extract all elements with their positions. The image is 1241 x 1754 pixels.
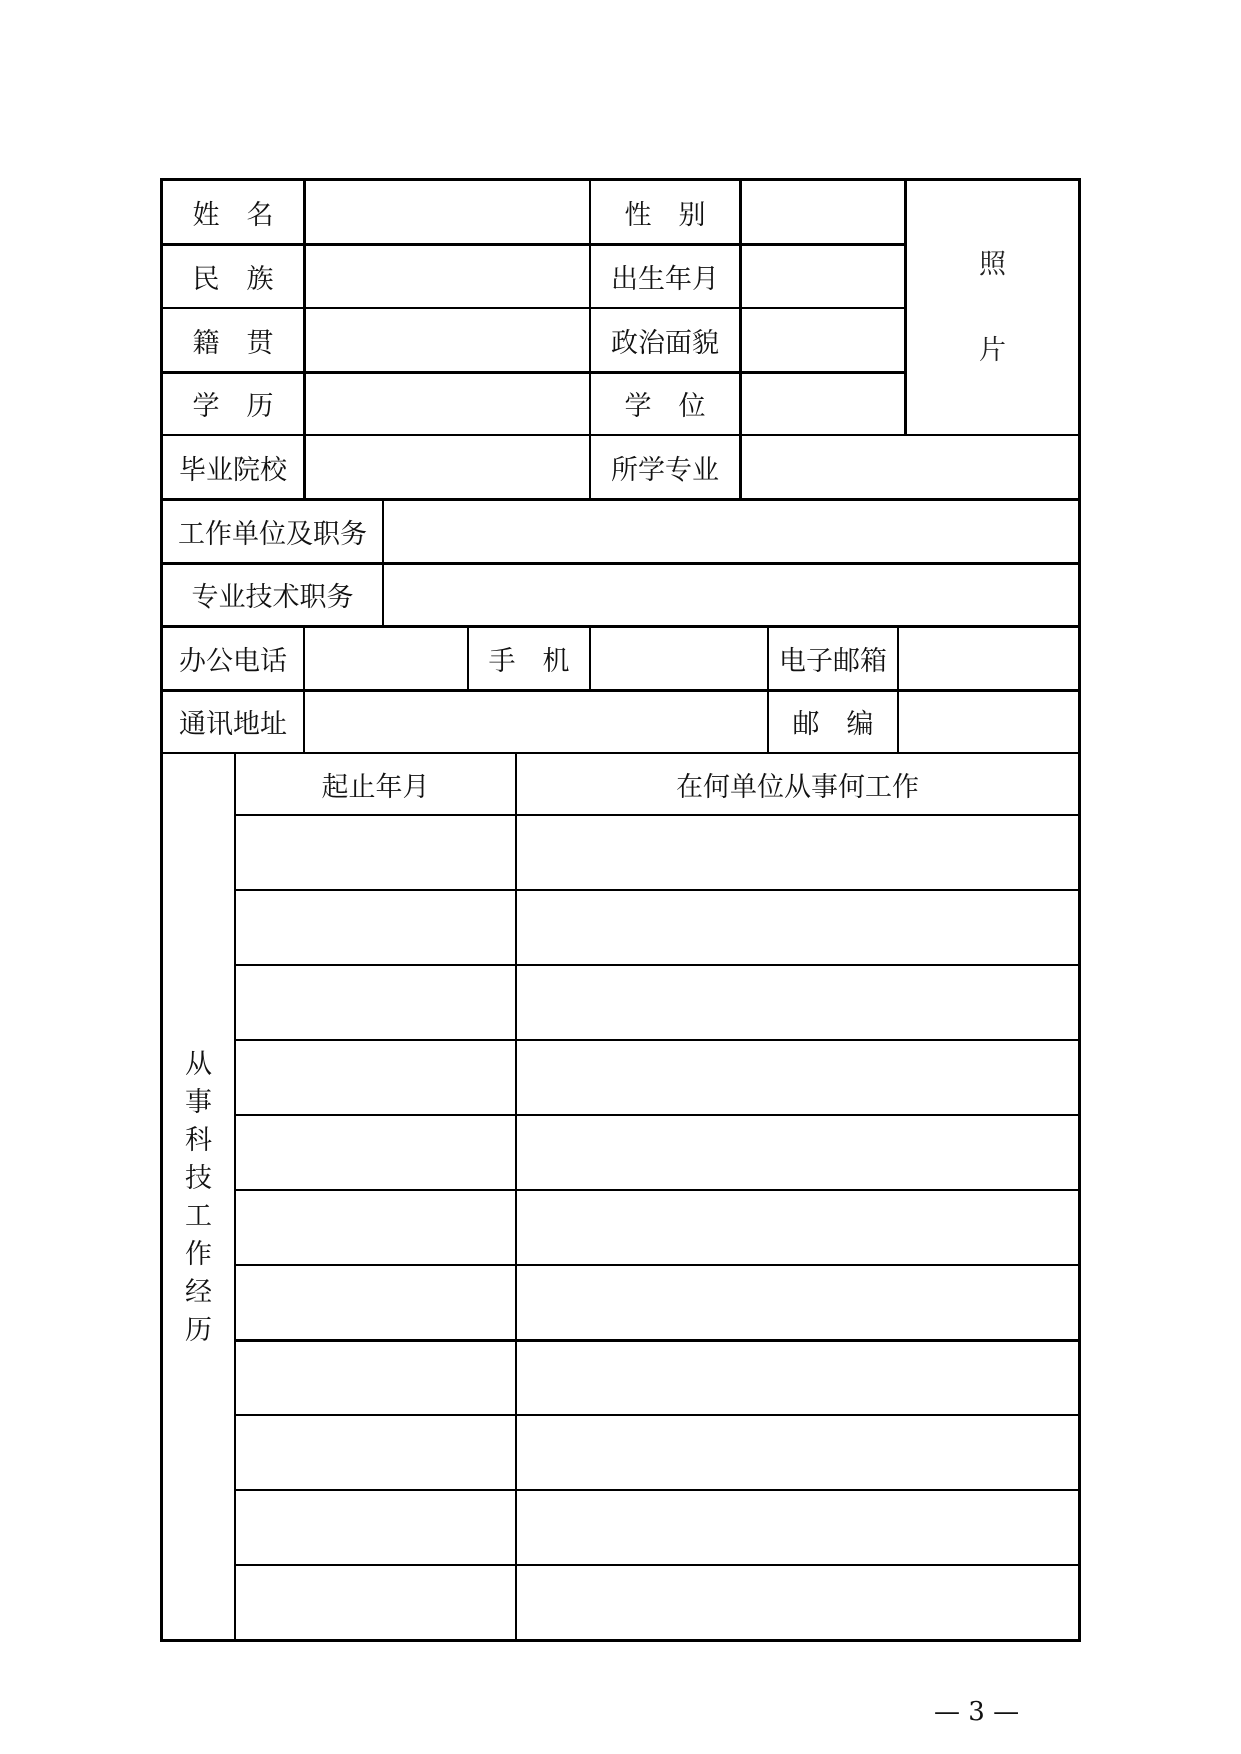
experience-work-input[interactable] [517,1566,1078,1639]
degree-label [591,373,739,434]
experience-label-char: 工 [185,1201,212,1232]
experience-period-input[interactable] [236,816,515,889]
major-label [591,436,739,498]
column-header-period [236,754,515,814]
native-place-input[interactable] [305,309,589,371]
name-input[interactable] [305,181,589,243]
unit-position-label [163,500,382,562]
experience-label-char: 历 [185,1315,212,1346]
name-label [163,181,303,243]
email-label [769,627,897,689]
email-input[interactable] [899,627,1078,689]
office-phone-label-text: 办公电话 [179,645,287,677]
school-input[interactable] [305,436,589,498]
unit-position-label-text: 工作单位及职务 [178,518,367,550]
experience-period-input[interactable] [236,1416,515,1489]
political-label [591,309,739,371]
experience-period-input[interactable] [236,1491,515,1564]
experience-work-input[interactable] [517,891,1078,964]
gender-input[interactable] [741,181,904,243]
experience-work-input[interactable] [517,1491,1078,1564]
experience-label-char: 经 [185,1277,212,1308]
degree-label-text: 学 位 [624,391,706,422]
political-input[interactable] [741,309,904,371]
birth-label [591,245,739,307]
experience-period-input[interactable] [236,891,515,964]
experience-period-input[interactable] [236,1266,515,1339]
mobile-label-text: 手 机 [488,645,570,677]
ethnicity-label-text: 民 族 [192,263,274,295]
education-label-text: 学 历 [192,391,274,422]
experience-work-input[interactable] [517,1191,1078,1264]
column-header-period-text: 起止年月 [321,771,430,803]
address-input[interactable] [305,691,767,752]
experience-work-input[interactable] [517,1041,1078,1114]
postcode-label [769,691,897,752]
experience-period-input[interactable] [236,1566,515,1639]
major-input[interactable] [741,436,1078,498]
native-place-label-text: 籍 贯 [192,327,274,359]
political-label-text: 政治面貌 [611,327,719,359]
education-input[interactable] [305,373,589,434]
application-form-table [160,178,1081,1642]
ethnicity-label [163,245,303,307]
postcode-label-text: 邮 编 [792,709,874,740]
tech-title-label-text: 专业技术职务 [191,582,354,613]
gender-label-text: 性 别 [624,199,706,231]
office-phone-label [163,627,303,689]
email-label-text: 电子邮箱 [779,645,887,677]
experience-label-char: 事 [185,1087,212,1118]
column-header-work [517,754,1078,814]
experience-work-input[interactable] [517,816,1078,889]
birth-input[interactable] [741,245,904,307]
experience-work-input[interactable] [517,966,1078,1039]
experience-label-char: 技 [185,1163,212,1194]
school-label-text: 毕业院校 [179,454,287,486]
photo-label-2: 片 [979,334,1006,366]
education-label [163,373,303,434]
experience-section-label [163,754,234,1642]
mobile-input[interactable] [591,627,767,689]
experience-work-input[interactable] [517,1116,1078,1189]
experience-period-input[interactable] [236,1116,515,1189]
photo-label-1: 照 [979,248,1006,280]
degree-input[interactable] [741,373,904,434]
address-label-text: 通讯地址 [179,709,287,740]
unit-position-input[interactable] [384,500,1078,562]
birth-label-text: 出生年月 [611,263,719,295]
tech-title-input[interactable] [384,564,1078,625]
photo-box[interactable] [907,181,1078,434]
experience-label-char: 作 [185,1239,212,1270]
experience-work-input[interactable] [517,1416,1078,1489]
experience-label-char: 科 [185,1125,212,1156]
postcode-input[interactable] [899,691,1078,752]
native-place-label [163,309,303,371]
tech-title-label [163,564,382,625]
office-phone-input[interactable] [305,627,467,689]
experience-period-input[interactable] [236,1041,515,1114]
school-label [163,436,303,498]
ethnicity-input[interactable] [305,245,589,307]
page-number: — 3 — [934,1697,1020,1727]
experience-label-char: 从 [185,1049,212,1080]
gender-label [591,181,739,243]
major-label-text: 所学专业 [611,454,719,486]
experience-period-input[interactable] [236,1191,515,1264]
experience-work-input[interactable] [517,1266,1078,1339]
mobile-label [469,627,589,689]
name-label-text: 姓 名 [192,199,274,231]
column-header-work-text: 在何单位从事何工作 [676,771,919,803]
experience-period-input[interactable] [236,966,515,1039]
experience-period-input[interactable] [236,1341,515,1414]
address-label [163,691,303,752]
experience-work-input[interactable] [517,1341,1078,1414]
